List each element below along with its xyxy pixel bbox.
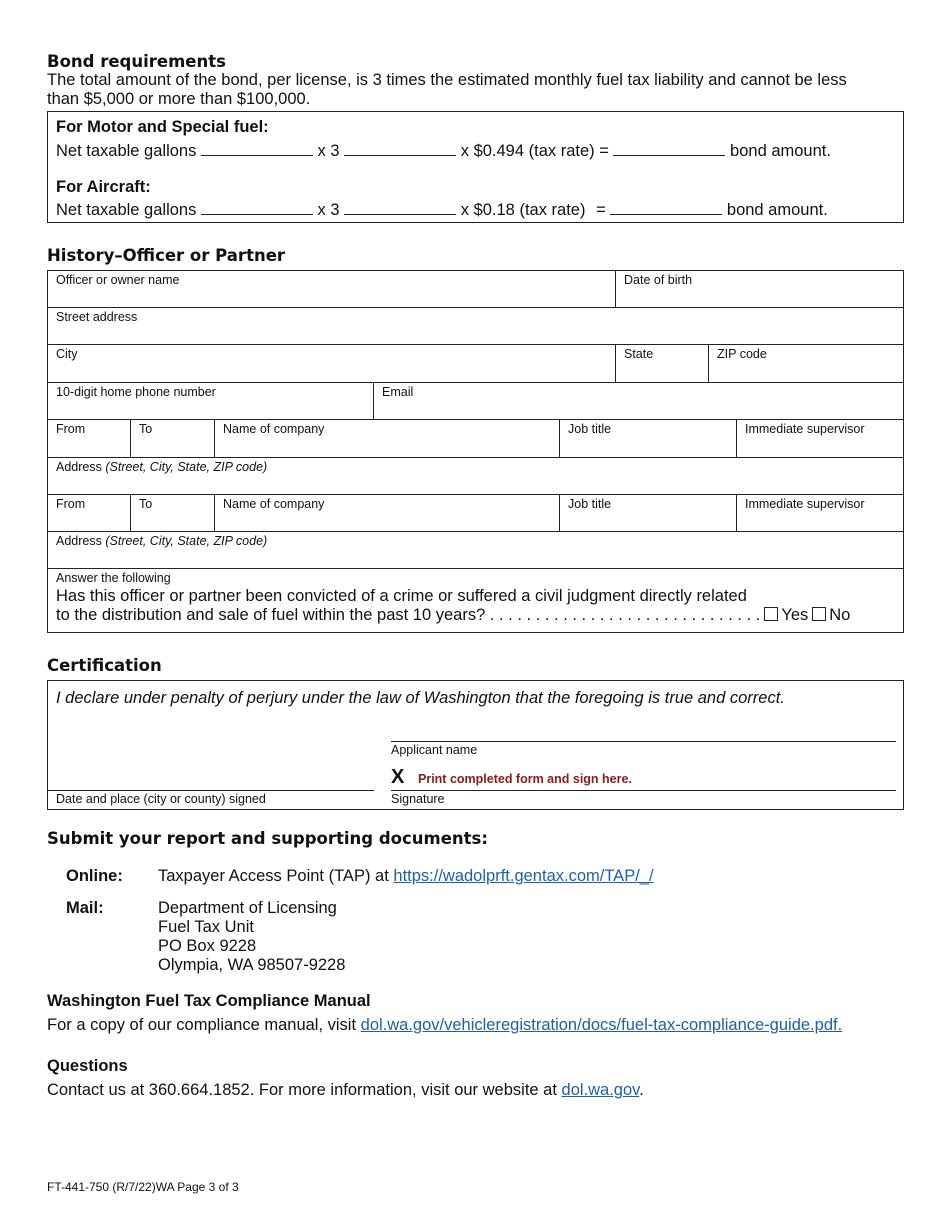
signature-label[interactable]: Signature [391, 792, 445, 806]
date-place-label[interactable]: Date and place (city or county) signed [56, 792, 266, 806]
aircraft-row [56, 200, 828, 220]
state-field[interactable] [615, 344, 709, 383]
supervisor-label: Immediate supervisor [745, 497, 865, 511]
x-mark: X [391, 766, 405, 788]
street-field[interactable] [47, 307, 904, 345]
aircraft-x3: x 3 [317, 201, 340, 219]
question-box [47, 568, 904, 633]
address-hint: (Street, City, State, ZIP code) [105, 460, 268, 474]
from-label: From [56, 422, 86, 436]
address-label: Address [56, 460, 102, 474]
aircraft-gallons-field[interactable] [201, 200, 313, 215]
questions-text: Contact us at 360.664.1852. For more information, visit our website at [47, 1081, 557, 1099]
zip-field[interactable] [708, 344, 904, 383]
question-line1: Has this officer or partner been convicted of a crime or suffered a civil judgment directly related [56, 587, 747, 605]
tap-link[interactable]: https://wadolprft.gentax.com/TAP/_/ [393, 867, 654, 885]
motor-label: Net taxable gallons [56, 142, 197, 160]
mail-line: PO Box 9228 [158, 937, 257, 955]
state-label: State [624, 347, 654, 361]
question-line2: to the distribution and sale of fuel within the past 10 years? . . . . . . . . . . . . . . . . . . . . . . . . . . . . . . [56, 606, 761, 624]
from-field-2[interactable] [47, 494, 131, 532]
address-field-2[interactable] [47, 531, 904, 569]
supervisor-label: Immediate supervisor [745, 422, 865, 436]
questions-row [47, 1081, 644, 1100]
motor-x3-field[interactable] [344, 141, 456, 156]
to-label: To [139, 422, 153, 436]
no-label: No [829, 606, 851, 624]
job-title-label: Job title [568, 422, 612, 436]
company-field-1[interactable] [214, 419, 560, 458]
questions-heading: Questions [47, 1057, 128, 1075]
address-field-1[interactable] [47, 457, 904, 495]
address-label: Address [56, 534, 102, 548]
email-field[interactable] [373, 382, 904, 420]
mail-label: Mail: [66, 899, 104, 917]
motor-gallons-field[interactable] [201, 141, 313, 156]
dob-field[interactable] [615, 270, 904, 308]
motor-result: bond amount. [730, 142, 831, 160]
manual-heading: Washington Fuel Tax Compliance Manual [47, 992, 371, 1010]
bond-intro-line1: The total amount of the bond, per license, is 3 times the estimated monthly fuel tax liability and cannot be less [47, 71, 847, 89]
job-title-label: Job title [568, 497, 612, 511]
motor-row [56, 141, 831, 161]
city-field[interactable] [47, 344, 616, 383]
aircraft-result: bond amount. [726, 201, 828, 219]
declaration: I declare under penalty of perjury under the law of Washington that the foregoing is true and correct. [56, 689, 785, 707]
certification-box [47, 680, 904, 810]
questions-period: . [639, 1081, 644, 1099]
phone-field[interactable] [47, 382, 374, 420]
to-field-1[interactable] [130, 419, 215, 458]
email-label: Email [382, 385, 414, 399]
company-label: Name of company [223, 497, 325, 511]
online-row [158, 867, 654, 886]
company-field-2[interactable] [214, 494, 560, 532]
applicant-name-line [391, 741, 896, 742]
submit-heading: Submit your report and supporting documents: [47, 829, 488, 848]
motor-bond-field[interactable] [613, 141, 725, 156]
yes-label: Yes [781, 606, 809, 624]
answer-label: Answer the following [56, 571, 171, 585]
address-hint: (Street, City, State, ZIP code) [105, 534, 268, 548]
applicant-name-label[interactable]: Applicant name [391, 743, 478, 757]
online-text: Taxpayer Access Point (TAP) at [158, 867, 389, 885]
no-checkbox[interactable] [812, 607, 826, 621]
yes-checkbox[interactable] [764, 607, 778, 621]
certification-heading: Certification [47, 656, 162, 675]
online-label: Online: [66, 867, 123, 885]
zip-label: ZIP code [717, 347, 767, 361]
phone-label: 10-digit home phone number [56, 385, 216, 399]
website-link[interactable]: dol.wa.gov [561, 1081, 640, 1099]
to-field-2[interactable] [130, 494, 215, 532]
from-label: From [56, 497, 86, 511]
form-footer: FT-441-750 (R/7/22)WA Page 3 of 3 [47, 1180, 239, 1194]
mail-line: Fuel Tax Unit [158, 918, 254, 936]
dob-label: Date of birth [624, 273, 693, 287]
job-title-field-1[interactable] [559, 419, 737, 458]
motor-rate: x $0.494 (tax rate) = [460, 142, 609, 160]
aircraft-title: For Aircraft: [56, 178, 151, 196]
to-label: To [139, 497, 153, 511]
motor-title: For Motor and Special fuel: [56, 118, 269, 136]
manual-text: For a copy of our compliance manual, visit [47, 1016, 357, 1034]
mail-address [158, 899, 345, 975]
motor-x3: x 3 [317, 142, 340, 160]
job-title-field-2[interactable] [559, 494, 737, 532]
company-label: Name of company [223, 422, 325, 436]
date-place-line [48, 790, 374, 791]
mail-line: Department of Licensing [158, 899, 337, 917]
aircraft-bond-field[interactable] [610, 200, 722, 215]
supervisor-field-1[interactable] [736, 419, 904, 458]
manual-link[interactable]: dol.wa.gov/vehicleregistration/docs/fuel-tax-compliance-guide.pdf. [360, 1016, 843, 1034]
sign-note: Print completed form and sign here. [418, 772, 632, 786]
city-label: City [56, 347, 78, 361]
bond-heading: Bond requirements [47, 52, 226, 71]
mail-line: Olympia, WA 98507-9228 [158, 956, 346, 974]
signature-line [391, 790, 896, 791]
aircraft-rate: x $0.18 (tax rate) [460, 201, 586, 219]
supervisor-field-2[interactable] [736, 494, 904, 532]
aircraft-label: Net taxable gallons [56, 201, 197, 219]
bond-calc-box [47, 111, 904, 223]
street-label: Street address [56, 310, 138, 324]
from-field-1[interactable] [47, 419, 131, 458]
aircraft-equals: = [596, 201, 606, 219]
officer-name-label: Officer or owner name [56, 273, 180, 287]
question-line2-row [56, 606, 895, 625]
manual-row [47, 1016, 842, 1035]
officer-name-field[interactable] [47, 270, 616, 308]
bond-intro-line2: than $5,000 or more than $100,000. [47, 90, 311, 108]
history-heading: History–Officer or Partner [47, 246, 286, 265]
aircraft-x3-field[interactable] [344, 200, 456, 215]
